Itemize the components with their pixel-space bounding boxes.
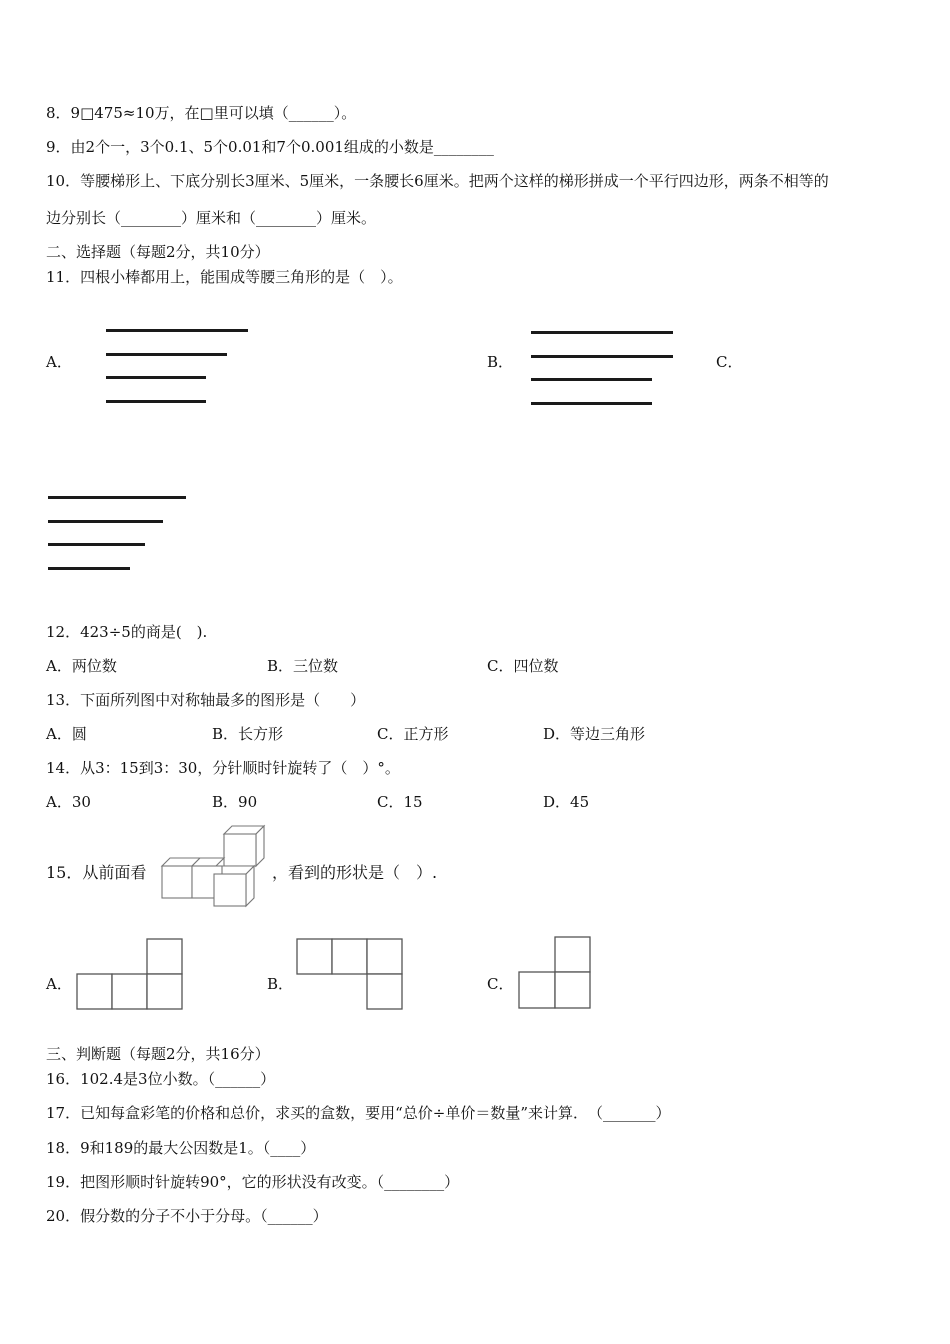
question-9: 9．由2个一，3个0.1、5个0.01和7个0.001组成的小数是________ [46,138,494,156]
cube-stack-figure [160,825,270,910]
question-15-before: 15．从前面看 [46,863,147,882]
q13-option-a[interactable]: A．圆 [46,725,87,743]
stick [106,376,206,379]
q15-option-a-shape [76,938,184,1010]
section-2-heading: 二、选择题（每题2分，共10分） [46,243,270,261]
question-14: 14．从3：15到3：30，分针顺时针旋转了（ ）°。 [46,759,400,777]
question-15-after: ，看到的形状是（ ）. [272,863,438,882]
section-3-heading: 三、判断题（每题2分，共16分） [46,1045,270,1063]
question-13: 13．下面所列图中对称轴最多的图形是（ ） [46,691,366,709]
stick [106,329,248,332]
stick [48,567,130,570]
q15-option-c-shape [518,936,592,1010]
q15-option-a-label[interactable]: A． [46,975,72,993]
q11-option-c-label: C． [716,353,743,371]
q15-option-b-label[interactable]: B． [267,975,294,993]
q13-option-b[interactable]: B．长方形 [212,725,284,743]
q15-option-b-shape [296,938,404,1010]
q11-option-b-label: B． [487,353,514,371]
stick [106,353,227,356]
question-10-line-2: 边分别长（________）厘米和（________）厘米。 [46,209,377,227]
question-19: 19．把图形顺时针旋转90°，它的形状没有改变。（________） [46,1173,460,1191]
stick [48,520,163,523]
q12-option-c[interactable]: C．四位数 [487,657,559,675]
stick [531,402,652,405]
stick [48,543,145,546]
stick [48,496,186,499]
q13-option-d[interactable]: D．等边三角形 [543,725,646,743]
q12-option-b[interactable]: B．三位数 [267,657,339,675]
question-20: 20．假分数的分子不小于分母。（______） [46,1207,328,1225]
q14-option-d[interactable]: D．45 [543,793,590,811]
stick [531,378,652,381]
stick [106,400,206,403]
q12-option-a[interactable]: A．两位数 [46,657,117,675]
question-11: 11．四根小棒都用上，能围成等腰三角形的是（ ）。 [46,268,403,286]
q11-option-a-label: A． [46,353,72,371]
stick [531,331,673,334]
q14-option-a[interactable]: A．30 [46,793,91,811]
question-8: 8．9□475≈10万，在□里可以填（______）。 [46,104,357,122]
q15-option-c-label[interactable]: C． [487,975,514,993]
question-16: 16．102.4是3位小数。（______） [46,1070,276,1088]
question-12: 12．423÷5的商是( ). [46,623,208,641]
question-18: 18．9和189的最大公因数是1。（____） [46,1139,316,1157]
q14-option-b[interactable]: B．90 [212,793,258,811]
q14-option-c[interactable]: C．15 [377,793,423,811]
stick [531,355,673,358]
question-10-line-1: 10．等腰梯形上、下底分别长3厘米、5厘米，一条腰长6厘米。把两个这样的梯形拼成一个平行四边形，两条不相等的 [46,172,829,190]
question-17: 17．已知每盒彩笔的价格和总价，求买的盒数，要用“总价÷单价＝数量”来计算． （_______） [46,1104,671,1122]
q13-option-c[interactable]: C．正方形 [377,725,449,743]
